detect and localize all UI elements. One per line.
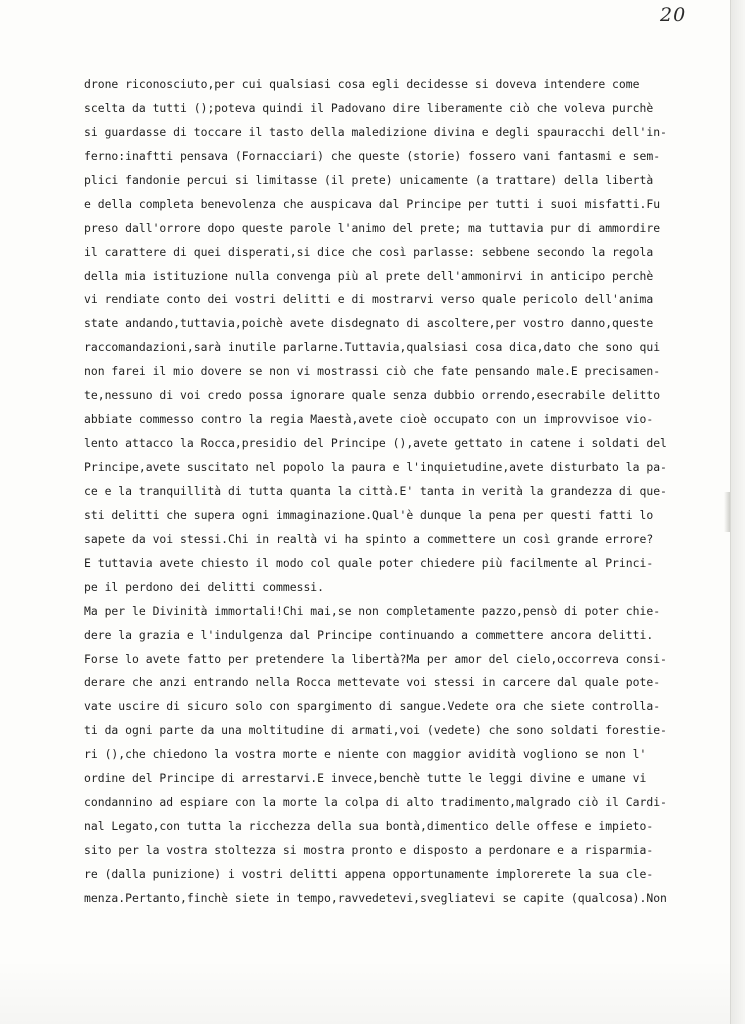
text-line: e della completa benevolenza che auspicava dal Principe per tutti i suoi misfatti.Fu (84, 196, 661, 211)
text-line: ti da ogni parte da una moltitudine di armati,voi (vedete) che sono soldati forestie- (84, 723, 667, 738)
adjacent-page-edge (731, 0, 745, 1024)
text-line: ri (),che chiedono la vostra morte e niente con maggior avidità vogliono se non l' (84, 747, 647, 762)
text-line: Principe,avete suscitato nel popolo la paura e l'inquietudine,avete disturbato la pa- (84, 460, 667, 474)
typewritten-text (84, 73, 704, 911)
text-line: nal Legato,con tutta la ricchezza della sua bontà,dimentico delle offese e impieto- (84, 819, 654, 834)
text-line: abbiate commesso contro la regia Maestà,avete cioè occupato con un improvvisoe vio- (84, 412, 654, 427)
text-line: pe il perdono dei delitti commessi. (84, 579, 325, 594)
text-line: si guardasse di toccare il tasto della maledizione divina e degli spauracchi dell'in- (84, 124, 667, 139)
text-line: della mia istituzione nulla convenga più al prete dell'ammonirvi in anticipo perchè (84, 268, 654, 283)
text-line: dere la grazia e l'indulgenza dal Principe continuando a commettere ancora delitti. (84, 627, 654, 642)
text-line: raccomandazioni,sarà inutile parlarne.Tuttavia,qualsiasi cosa dica,dato che sono qui (84, 340, 661, 355)
text-line: preso dall'orrore dopo queste parole l'animo del prete; ma tuttavia pur di ammordire (84, 220, 661, 235)
text-line: derare che anzi entrando nella Rocca mettevate voi stessi in carcere dal quale pote- (84, 675, 661, 690)
text-line: ferno:inaftti pensava (Fornacciari) che queste (storie) fossero vani fantasmi e sem- (84, 148, 661, 163)
text-line: sapete da voi stessi.Chi in realtà vi ha spinto a commettere un così grande errore? (84, 531, 654, 546)
text-line: scelta da tutti ();poteva quindi il Padovano dire liberamente ciò che voleva purchè (84, 100, 654, 115)
text-line: E tuttavia avete chiesto il modo col quale poter chiedere più facilmente al Princi- (84, 555, 654, 570)
text-line: Ma per le Divinità immortali!Chi mai,se non completamente pazzo,pensò di poter chie- (84, 603, 661, 618)
text-line: il carattere di quei disperati,si dice che così parlasse: sebbene secondo la regola (84, 244, 654, 259)
text-line: state andando,tuttavia,poichè avete disdegnato di ascoltere,per vostro danno,queste (84, 316, 654, 331)
text-line: sito per la vostra stoltezza si mostra pronto e disposto a perdonare e a risparmia- (84, 843, 654, 857)
text-line: ce e la tranquillità di tutta quanta la città.E' tanta in verità la grandezza di que- (84, 483, 667, 498)
text-line: vi rendiate conto dei vostri delitti e di mostrarvi verso quale pericolo dell'anima (84, 292, 654, 307)
text-line: sti delitti che supera ogni immaginazione.Qual'è dunque la pena per questi fatti lo (84, 507, 654, 522)
text-line: menza.Pertanto,finchè siete in tempo,ravvedetevi,svegliatevi se capite (qualcosa).Non (84, 890, 667, 905)
text-line: plici fandonie percui si limitasse (il prete) unicamente (a trattare) della libertà (84, 172, 654, 187)
text-line: Forse lo avete fatto per pretendere la libertà?Ma per amor del cielo,occorreva consi- (84, 651, 667, 666)
text-line: non farei il mio dovere se non vi mostrassi ciò che fate pensando male.E precisamen- (84, 364, 661, 379)
text-line: condannino ad espiare con la morte la colpa di alto tradimento,malgrado ciò il Cardi- (84, 795, 667, 810)
paper-edge-mark (724, 492, 730, 532)
text-line: lento attacco la Rocca,presidio del Principe (),avete gettato in catene i soldati del (84, 436, 667, 451)
page-number: 20 (660, 4, 687, 26)
text-line: vate uscire di sicuro solo con spargimento di sangue.Vedete ora che siete controlla- (84, 699, 661, 714)
text-line: drone riconosciuto,per cui qualsiasi cosa egli decidesse si doveva intendere come (84, 77, 640, 91)
text-line: te,nessuno di voi credo possa ignorare quale senza dubbio orrendo,esecrabile delitto (84, 388, 661, 403)
text-line: re (dalla punizione) i vostri delitti appena opportunamente implorerete la sua cle- (84, 866, 654, 881)
text-line: ordine del Principe di arrestarvi.E invece,benchè tutte le leggi divine e umane vi (84, 771, 647, 786)
page-bottom-shadow (0, 960, 730, 1024)
